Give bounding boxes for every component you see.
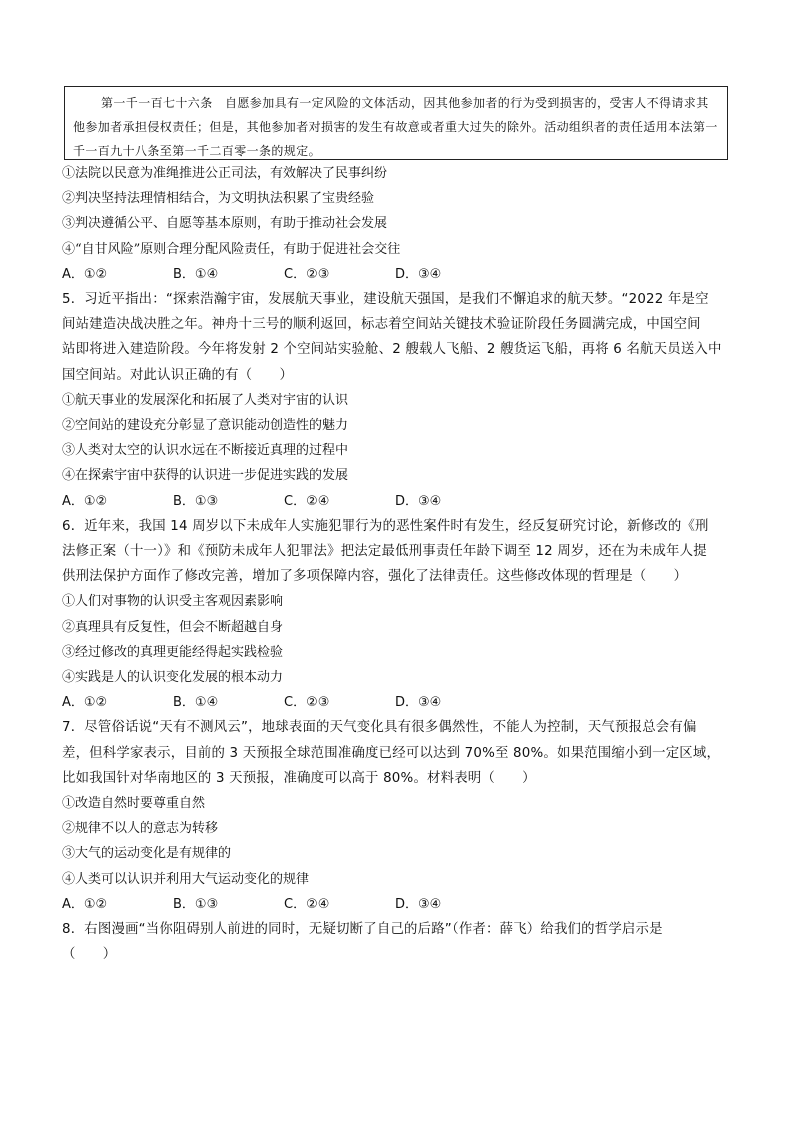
q6-option-1: ①人们对事物的认识受主客观因素影响: [62, 594, 284, 610]
q4-choice-d: D．③④: [395, 266, 442, 282]
q6-stem-line-2: 法修正案（十一）》和《预防未成年人犯罪法》把法定最低刑事责任年龄下调至 12 周岁，还在为未成年人提: [62, 544, 707, 560]
q4-option-1: ①法院以民意为准绳推进公正司法，有效解决了民事纠纷: [62, 166, 388, 181]
q6-choice-d: D．③④: [395, 695, 442, 711]
q6-stem-line-3: 供刑法保护方面作了修改完善，增加了多项保障内容，强化了法律责任。这些修改体现的哲理是（ ）: [62, 569, 688, 585]
q7-stem-line-3: 比如我国针对华南地区的 3 天预报，准确度可以高于 80%。材料表明（ ）: [62, 770, 536, 786]
q7-stem-line-1: 7．尽管俗话说“天有不测风云”，地球表面的天气变化具有很多偶然性，不能人为控制，天气预报总会有偏: [62, 720, 697, 736]
law-article-text: 第一千一百七十六条 自愿参加具有一定风险的文体活动，因其他参加者的行为受到损害的，受害人不得请求其他参加者承担侵权责任；但是，其他参加者对损害的发生有故意或者重大过失的除外。活动组织者的责任适用本法第一千一百九十八条至第一千二百零一条的规定。: [73, 96, 718, 158]
q7-choice-a: A．①②: [62, 896, 108, 912]
q5-option-2: ②空间站的建设充分彰显了意识能动创造性的魅力: [62, 418, 349, 434]
q5-choice-c: C．②④: [284, 493, 330, 509]
q4-choice-a: A．①②: [62, 266, 108, 282]
q5-choice-a: A．①②: [62, 493, 108, 509]
q7-option-3: ③大气的运动变化是有规律的: [62, 846, 232, 862]
q5-option-4: ④在探索宇宙中获得的认识进一步促进实践的发展: [62, 468, 349, 484]
q5-choice-b: B．①③: [173, 493, 219, 509]
q4-option-3: ③判决遵循公平、自愿等基本原则，有助于推动社会发展: [62, 216, 388, 232]
q5-stem-line-4: 国空间站。对此认识正确的有（ ）: [62, 367, 294, 383]
q7-choice-d: D．③④: [395, 896, 442, 912]
q7-option-1: ①改造自然时要尊重自然: [62, 796, 206, 812]
q5-stem-line-1: 5．习近平指出：“探索浩瀚宇宙，发展航天事业，建设航天强国，是我们不懈追求的航天梦。“2022 年是空: [62, 292, 709, 308]
q6-stem-line-1: 6．近年来，我国 14 周岁以下未成年人实施犯罪行为的恶性案件时有发生，经反复研究讨论，新修改的《刑: [62, 518, 709, 534]
q7-option-2: ②规律不以人的意志为转移: [62, 821, 219, 837]
q6-option-4: ④实践是人的认识变化发展的根本动力: [62, 670, 284, 686]
q4-choice-b: B．①④: [173, 266, 219, 282]
q8-stem-line-2: （ ）: [62, 947, 117, 963]
q5-choice-d: D．③④: [395, 493, 442, 509]
q6-choice-a: A．①②: [62, 695, 108, 711]
law-article-box: [64, 86, 728, 160]
q5-stem-line-3: 站即将进入建造阶段。今年将发射 2 个空间站实验舱、2 艘载人飞船、2 艘货运飞船，再将 6 名航天员送入中: [62, 342, 722, 358]
q5-stem-line-2: 间站建造决战决胜之年。神舟十三号的顺利返回，标志着空间站关键技术验证阶段任务圆满完成，中国空间: [62, 317, 701, 333]
q4-choice-c: C．②③: [284, 266, 330, 282]
q6-option-3: ③经过修改的真理更能经得起实践检验: [62, 644, 284, 660]
q7-stem-line-2: 差，但科学家表示，目前的 3 天预报全球范围准确度已经可以达到 70%至 80%。如果范围缩小到一定区域，: [62, 745, 721, 761]
q5-option-3: ③人类对太空的认识水远在不断接近真理的过程中: [62, 443, 349, 459]
q6-choice-b: B．①④: [173, 695, 219, 711]
q5-choices: [62, 489, 732, 514]
q7-option-4: ④人类可以认识并利用大气运动变化的规律: [62, 871, 310, 887]
q4-option-2: ②判决坚持法理情相结合，为文明执法积累了宝贵经验: [62, 191, 375, 207]
q7-choices: [62, 892, 732, 917]
q6-choices: [62, 690, 732, 715]
q4-option-4: ④“自甘风险”原则合理分配风险责任，有助于促进社会交往: [62, 241, 401, 257]
question-content: [62, 161, 732, 968]
q8-stem-line-1: 8．右图漫画“当你阻碍别人前进的同时，无疑切断了自己的后路”（作者：薛飞）给我们的哲学启示是: [62, 922, 663, 938]
q6-choice-c: C．②③: [284, 695, 330, 711]
q6-option-2: ②真理具有反复性，但会不断超越自身: [62, 619, 284, 635]
q7-choice-c: C．②④: [284, 896, 330, 912]
q7-choice-b: B．①③: [173, 896, 219, 912]
q4-choices: [62, 262, 732, 287]
q5-option-1: ①航天事业的发展深化和拓展了人类对宇宙的认识: [62, 392, 349, 408]
